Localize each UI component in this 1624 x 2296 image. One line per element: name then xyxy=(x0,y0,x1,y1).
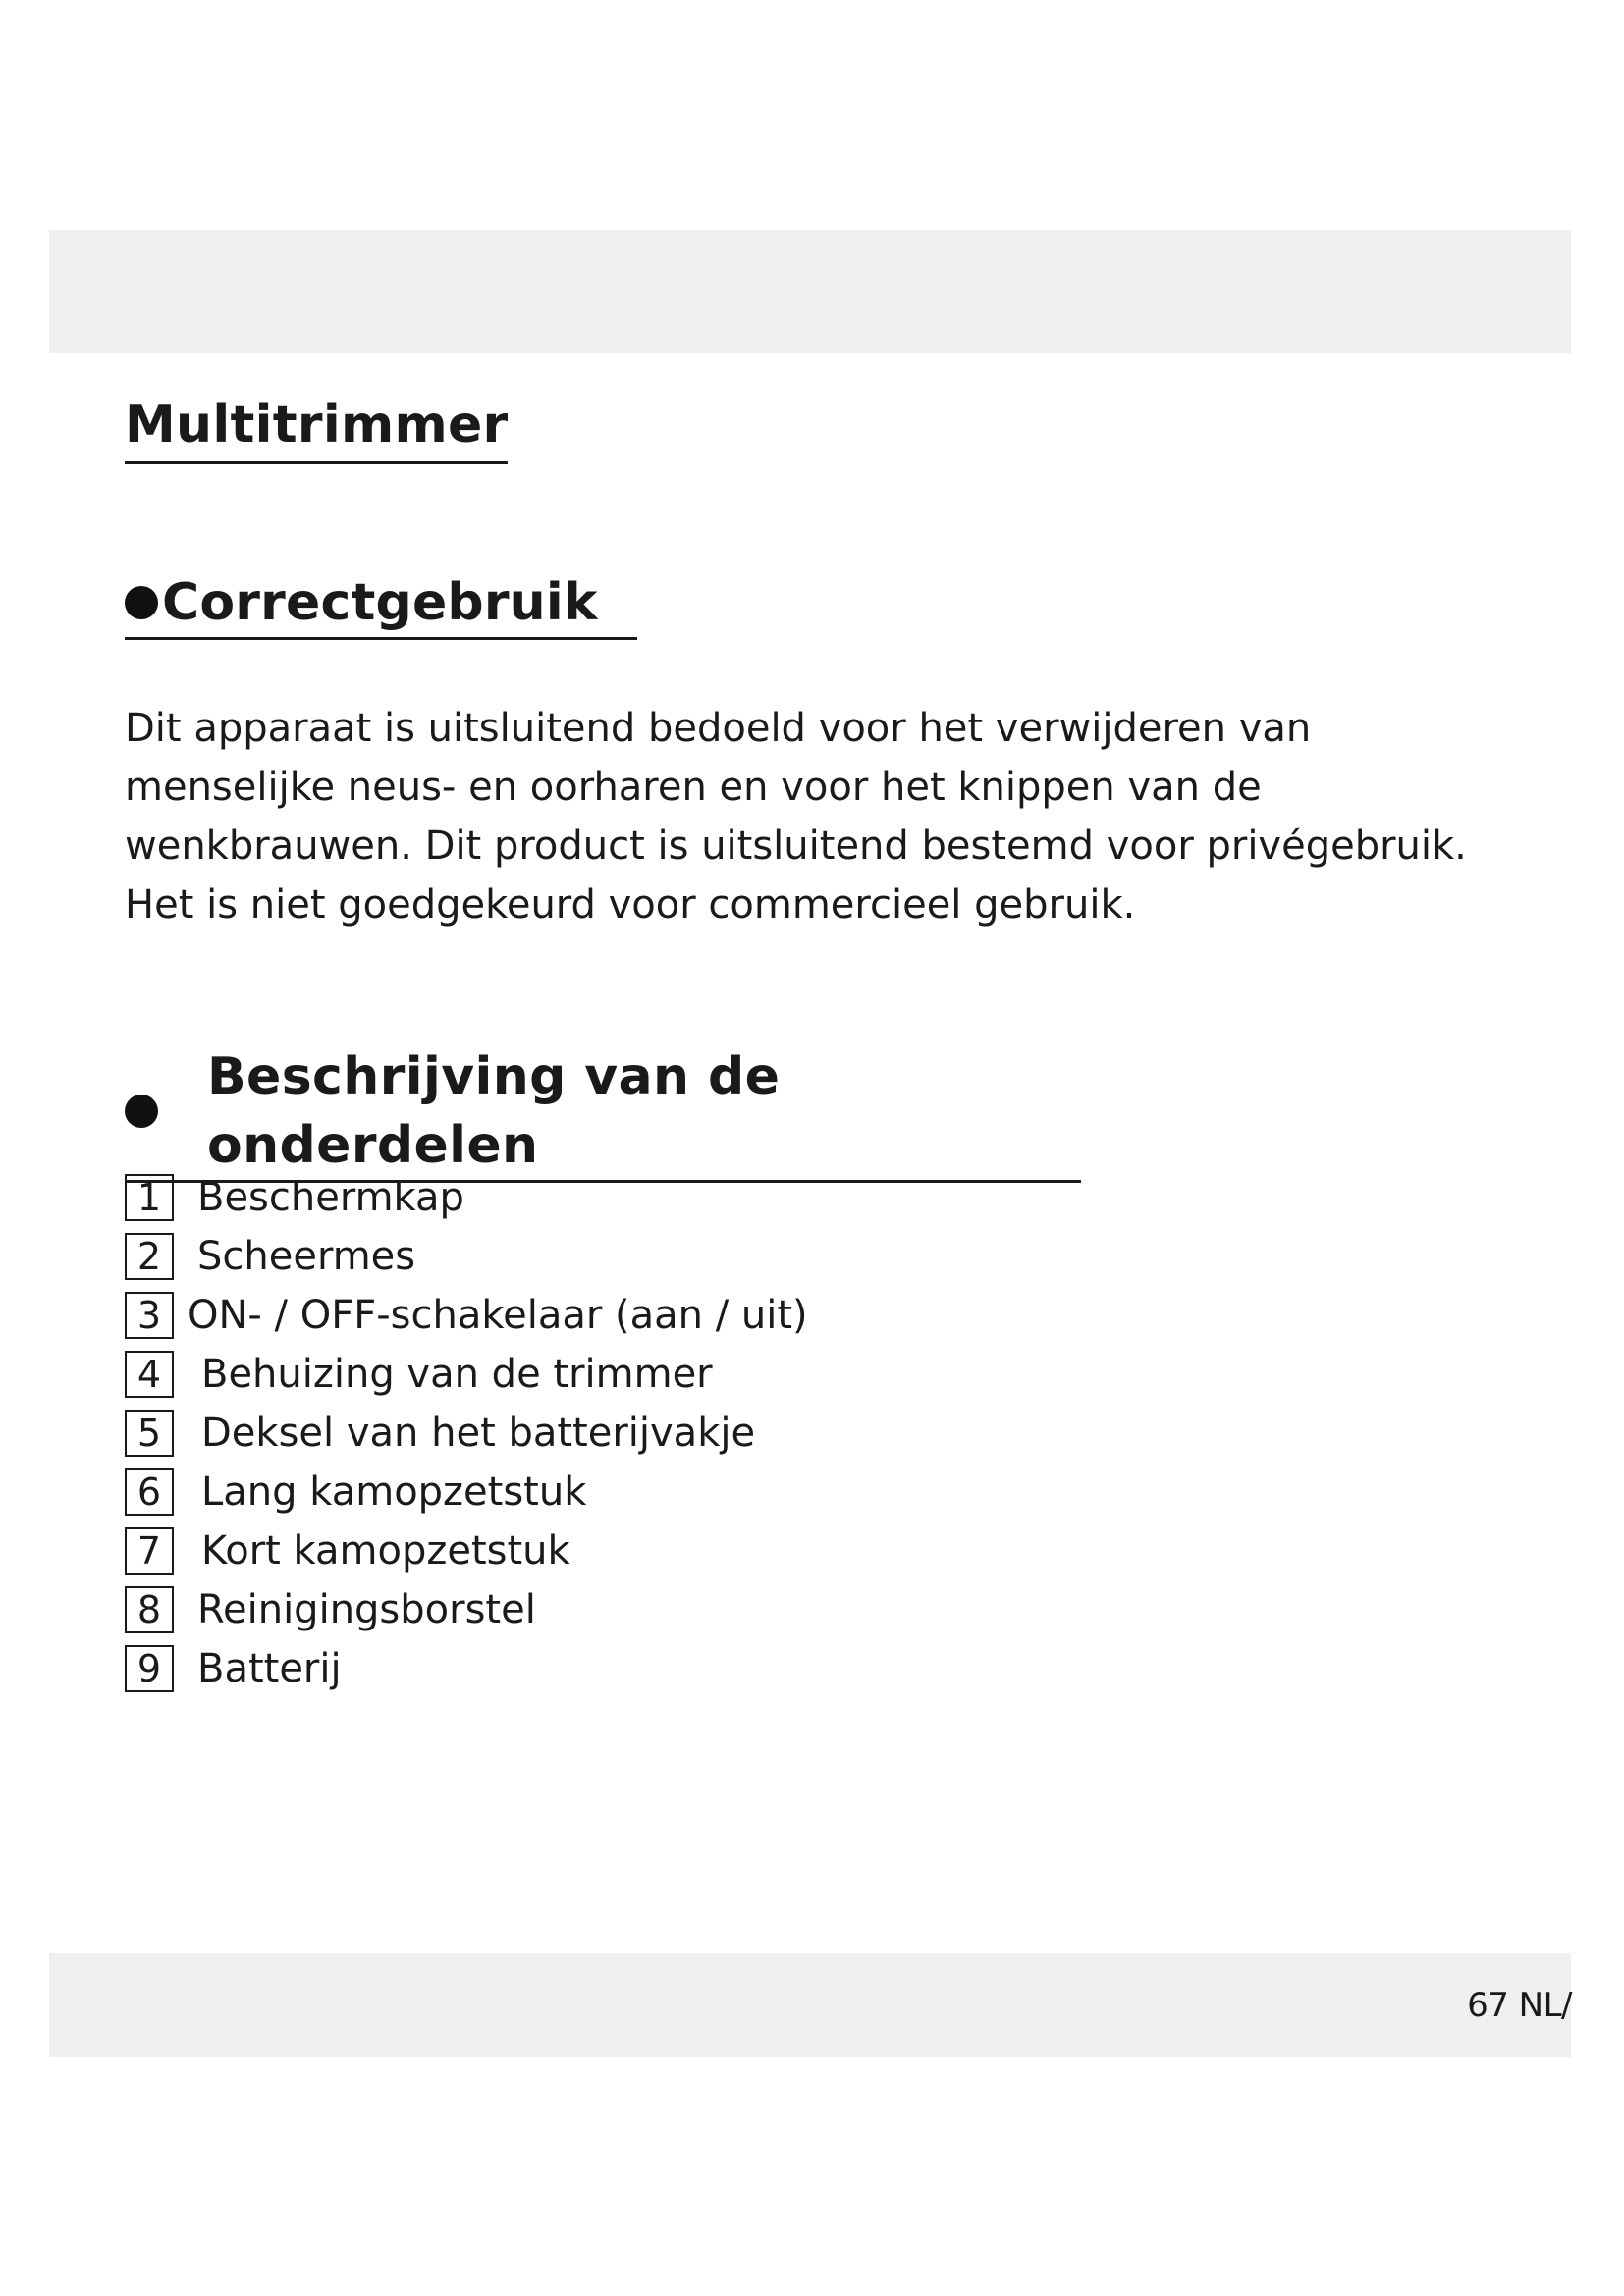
part-label: Behuizing van de trimmer xyxy=(201,1352,713,1397)
part-number: 4 xyxy=(125,1351,174,1398)
list-item xyxy=(125,1522,808,1580)
correct-use-paragraph: Dit apparaat is uitsluitend bedoeld voor het verwijderen van menselijke neus- en oorharen en voor het knippen van de wenkbrauwen. Dit product is uitsluitend bestemd voor privégebruik. Het is niet goedgekeurd voor commercieel gebruik. xyxy=(125,706,1467,928)
footer-band xyxy=(49,1953,1571,2057)
part-number: 7 xyxy=(125,1527,174,1575)
part-label: Reinigingsborstel xyxy=(197,1587,536,1632)
part-number: 8 xyxy=(125,1586,174,1633)
header-band xyxy=(49,230,1571,353)
section-heading-parts xyxy=(125,1042,1081,1183)
part-number: 9 xyxy=(125,1645,174,1692)
part-label: Deksel van het batterijvakje xyxy=(201,1411,756,1456)
list-item xyxy=(125,1168,808,1227)
part-number: 2 xyxy=(125,1233,174,1280)
section-heading-correct-use-text: Correctgebruik xyxy=(162,573,598,632)
part-number: 5 xyxy=(125,1410,174,1457)
bullet-icon xyxy=(125,1095,158,1128)
list-item xyxy=(125,1227,808,1286)
list-item xyxy=(125,1463,808,1522)
page-title: Multitrimmer xyxy=(125,391,508,464)
part-number: 6 xyxy=(125,1468,174,1516)
section-heading-parts-text: Beschrijving van de onderdelen xyxy=(207,1047,781,1175)
part-label: ON- / OFF-schakelaar (aan / uit) xyxy=(188,1293,808,1338)
part-number: 3 xyxy=(125,1292,174,1339)
part-label: Lang kamopzetstuk xyxy=(201,1469,587,1515)
page-number: 67 NL/ xyxy=(1467,1986,1572,2025)
part-label: Beschermkap xyxy=(197,1175,464,1220)
list-item xyxy=(125,1345,808,1404)
parts-list xyxy=(125,1168,808,1698)
list-item xyxy=(125,1286,808,1345)
part-number: 1 xyxy=(125,1174,174,1221)
list-item xyxy=(125,1580,808,1639)
list-item xyxy=(125,1639,808,1698)
part-label: Scheermes xyxy=(197,1234,416,1279)
part-label: Batterij xyxy=(197,1646,342,1691)
list-item xyxy=(125,1404,808,1463)
part-label: Kort kamopzetstuk xyxy=(201,1528,570,1574)
section-heading-correct-use xyxy=(125,568,637,640)
bullet-icon xyxy=(125,586,158,619)
